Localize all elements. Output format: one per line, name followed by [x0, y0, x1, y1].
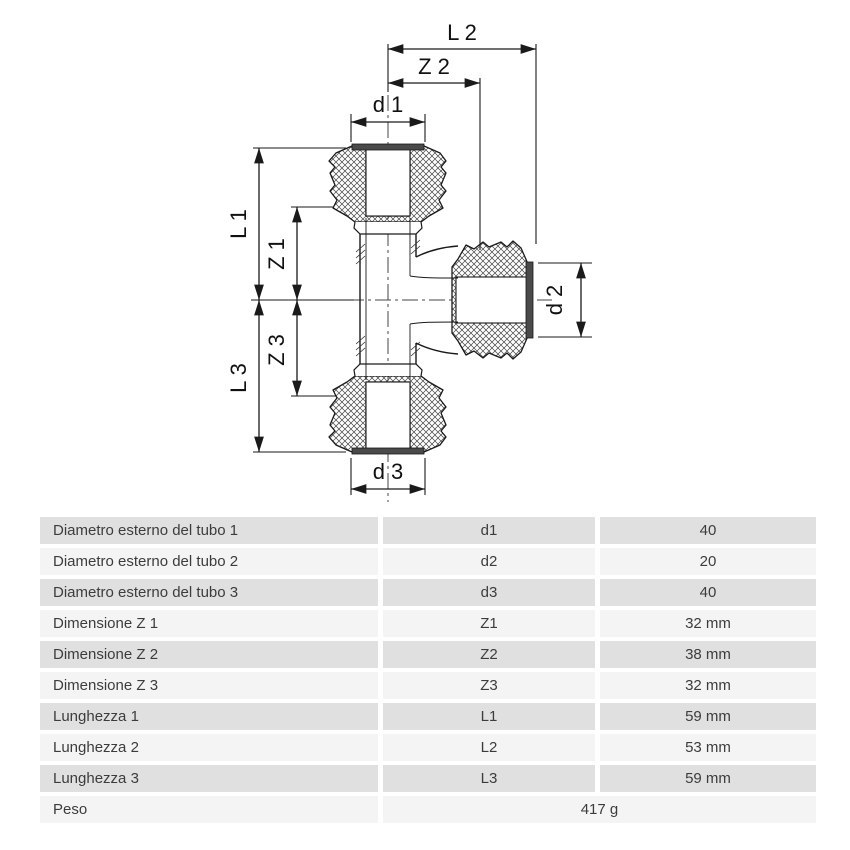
table-row: [40, 548, 816, 575]
dim-label-Z3: Z 3: [264, 334, 289, 366]
spec-value: 40: [600, 517, 816, 544]
side-tube-end: [526, 262, 533, 338]
table-row: [40, 610, 816, 637]
dim-label-Z1: Z 1: [264, 238, 289, 270]
spec-value: 59 mm: [600, 765, 816, 792]
spec-symbol: L1: [383, 703, 595, 730]
side-bore: [456, 277, 528, 323]
spec-label: Lunghezza 2: [40, 734, 378, 761]
spec-label: Dimensione Z 3: [40, 672, 378, 699]
body-tube: [360, 218, 458, 380]
spec-symbol: d2: [383, 548, 595, 575]
top-tube-end: [352, 144, 424, 150]
bottom-bore: [366, 382, 410, 453]
dim-label-Z2: Z 2: [418, 54, 450, 79]
spec-symbol: L3: [383, 765, 595, 792]
spec-label: Dimensione Z 2: [40, 641, 378, 668]
spec-value: 32 mm: [600, 672, 816, 699]
spec-label: Diametro esterno del tubo 1: [40, 517, 378, 544]
table-row: [40, 517, 816, 544]
spec-value: 59 mm: [600, 703, 816, 730]
bottom-tube-end: [352, 448, 424, 454]
top-bore: [366, 145, 410, 216]
dim-label-d3: d 3: [372, 459, 404, 484]
dim-label-L2: L 2: [447, 20, 477, 45]
spec-label: Lunghezza 1: [40, 703, 378, 730]
spec-value: 38 mm: [600, 641, 816, 668]
spec-symbol: Z2: [383, 641, 595, 668]
table-row: [40, 641, 816, 668]
spec-value: 40: [600, 579, 816, 606]
bottom-shoulder: [354, 364, 422, 376]
spec-value-merged: 417 g: [383, 796, 816, 823]
spec-symbol: Z1: [383, 610, 595, 637]
spec-label: Lunghezza 3: [40, 765, 378, 792]
spec-symbol: Z3: [383, 672, 595, 699]
top-shoulder: [354, 222, 422, 234]
spec-value: 53 mm: [600, 734, 816, 761]
spec-value: 32 mm: [600, 610, 816, 637]
dim-label-L3: L 3: [226, 363, 251, 393]
table-row: [40, 672, 816, 699]
spec-label: Diametro esterno del tubo 3: [40, 579, 378, 606]
table-row: [40, 579, 816, 606]
dim-label-d2: d 2: [542, 284, 567, 316]
spec-value: 20: [600, 548, 816, 575]
spec-symbol: d1: [383, 517, 595, 544]
dim-label-d1: d 1: [372, 92, 404, 117]
dim-label-L1: L 1: [226, 209, 251, 239]
spec-symbol: d3: [383, 579, 595, 606]
table-row: [40, 765, 816, 792]
spec-table: [40, 517, 816, 827]
spec-label: Diametro esterno del tubo 2: [40, 548, 378, 575]
table-row-peso: [40, 796, 816, 823]
spec-symbol: L2: [383, 734, 595, 761]
table-row: [40, 703, 816, 730]
table-row: [40, 734, 816, 761]
spec-label: Peso: [40, 796, 378, 823]
spec-label: Dimensione Z 1: [40, 610, 378, 637]
